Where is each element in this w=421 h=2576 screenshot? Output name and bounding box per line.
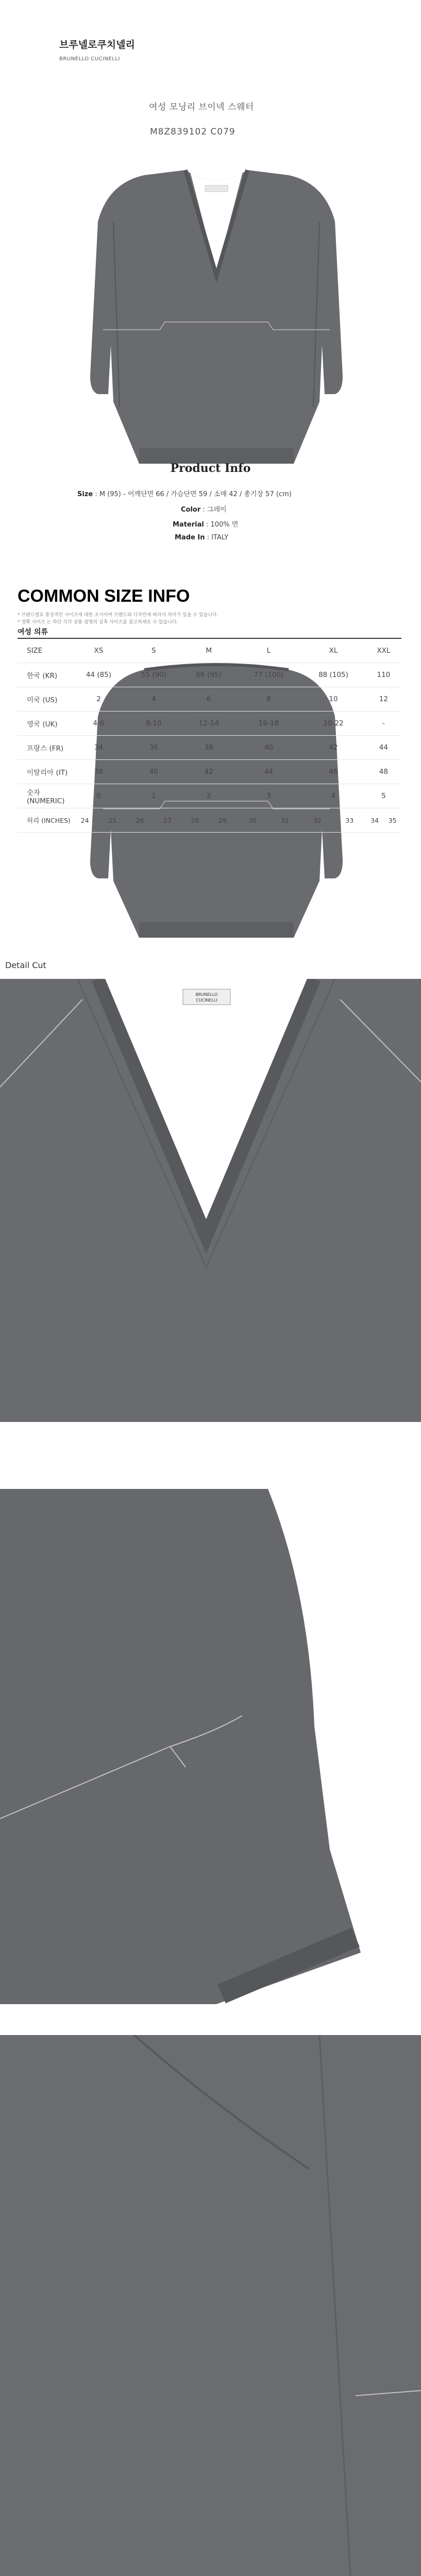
- table-cell: 2: [71, 687, 126, 711]
- table-cell: M: [181, 638, 237, 663]
- table-cell: 4: [126, 687, 181, 711]
- detail-neckline-photo: [0, 979, 421, 1422]
- svg-text:BRUNELLO: BRUNELLO: [195, 992, 218, 997]
- product-name: 여성 모닝리 브이넥 스웨터: [149, 102, 254, 112]
- table-cell: 16-18: [237, 711, 301, 736]
- table-row: [18, 687, 401, 711]
- table-cell: XXL: [366, 638, 401, 663]
- table-cell: 44: [237, 760, 301, 784]
- table-cell: 66 (95): [181, 663, 237, 687]
- table-cell: 38: [71, 760, 126, 784]
- table-cell: 12: [366, 687, 401, 711]
- table-cell: 33: [333, 808, 366, 833]
- table-cell: 42: [181, 760, 237, 784]
- table-cell: XS: [71, 638, 126, 663]
- table-cell: L: [237, 638, 301, 663]
- size-table: [18, 638, 401, 833]
- table-cell: 5: [366, 784, 401, 808]
- table-cell: 3: [237, 784, 301, 808]
- sweater-front-photo: [82, 160, 350, 479]
- spec-color: Color : 그레이: [181, 506, 227, 514]
- table-cell: 30: [237, 808, 269, 833]
- table-row: [18, 663, 401, 687]
- table-cell: 4: [301, 784, 366, 808]
- row-label: 프랑스 (FR): [18, 736, 71, 760]
- table-cell: 34: [71, 736, 126, 760]
- table-cell: XL: [301, 638, 366, 663]
- size-note: * 정확 사이즈 는 하단 각각 상품 설명의 실측 사이즈를 참고하세요 수 있습니다.: [18, 620, 178, 625]
- table-cell: 10: [301, 687, 366, 711]
- table-cell: 48: [366, 760, 401, 784]
- row-label: 이탈리아 (IT): [18, 760, 71, 784]
- table-cell: 42: [301, 736, 366, 760]
- row-label: SIZE: [18, 638, 71, 663]
- table-cell: 12-14: [181, 711, 237, 736]
- table-cell: 77 (100): [237, 663, 301, 687]
- table-cell: 32: [301, 808, 333, 833]
- table-cell: 44 (85): [71, 663, 126, 687]
- row-label: 영국 (UK): [18, 711, 71, 736]
- spec-material: Material : 100% 면: [173, 521, 239, 529]
- table-cell: 8: [237, 687, 301, 711]
- detail-sleeve-photo: [0, 1489, 421, 2004]
- table-cell: 29: [209, 808, 236, 833]
- table-cell: 27: [154, 808, 181, 833]
- table-cell: 55 (90): [126, 663, 181, 687]
- table-row: [18, 736, 401, 760]
- product-code: M8Z839102 C079: [150, 127, 235, 137]
- table-cell: 26: [126, 808, 154, 833]
- table-cell: 1: [126, 784, 181, 808]
- women-clothing-label: 여성 의류: [18, 628, 48, 636]
- row-label: 숫자 (NUMERIC): [18, 784, 71, 808]
- table-cell: 110: [366, 663, 401, 687]
- product-info-title: Product Info: [170, 462, 251, 475]
- table-cell: 40: [237, 736, 301, 760]
- table-cell: 4-6: [71, 711, 126, 736]
- row-label: 미국 (US): [18, 687, 71, 711]
- table-cell: 46: [301, 760, 366, 784]
- table-cell: 38: [181, 736, 237, 760]
- table-cell: 6: [181, 687, 237, 711]
- table-cell: 25: [98, 808, 126, 833]
- table-row: [18, 638, 401, 663]
- table-row: [18, 711, 401, 736]
- detail-cut-label: Detail Cut: [5, 960, 46, 970]
- common-size-info-title: COMMON SIZE INFO: [18, 586, 190, 606]
- table-cell: 20-22: [301, 711, 366, 736]
- table-cell: -: [366, 711, 401, 736]
- spec-size: Size : M (95) - 어깨단면 66 / 가슴단면 59 / 소매 42 / 총기장 57 (cm): [77, 490, 292, 498]
- table-cell: 34: [366, 808, 384, 833]
- table-row: [18, 760, 401, 784]
- brand-name-english: BRUNELLO CUCINELLI: [59, 56, 120, 62]
- table-cell: 8-10: [126, 711, 181, 736]
- table-cell: 35: [383, 808, 401, 833]
- table-cell: 36: [126, 736, 181, 760]
- table-cell: 44: [366, 736, 401, 760]
- table-cell: 24: [71, 808, 98, 833]
- table-cell: 31: [268, 808, 301, 833]
- table-row: [18, 784, 401, 808]
- row-label: 허리 (INCHES): [18, 808, 71, 833]
- table-row: [18, 808, 401, 833]
- table-cell: S: [126, 638, 181, 663]
- size-note: * 브랜드별로 통상적인 사이즈에 대한 조사이며 브랜드와 디자인에 따라서 차이가 있을 수 있습니다.: [18, 613, 218, 618]
- svg-text:CUCINELLI: CUCINELLI: [196, 998, 217, 1003]
- table-cell: 28: [181, 808, 209, 833]
- table-cell: 2: [181, 784, 237, 808]
- detail-hem-photo: [0, 2035, 421, 2576]
- brand-name-korean: 브루넬로쿠치넬리: [59, 39, 135, 50]
- table-cell: 40: [126, 760, 181, 784]
- row-label: 한국 (KR): [18, 663, 71, 687]
- table-cell: 88 (105): [301, 663, 366, 687]
- table-cell: 0: [71, 784, 126, 808]
- spec-made-in: Made In : ITALY: [175, 534, 229, 541]
